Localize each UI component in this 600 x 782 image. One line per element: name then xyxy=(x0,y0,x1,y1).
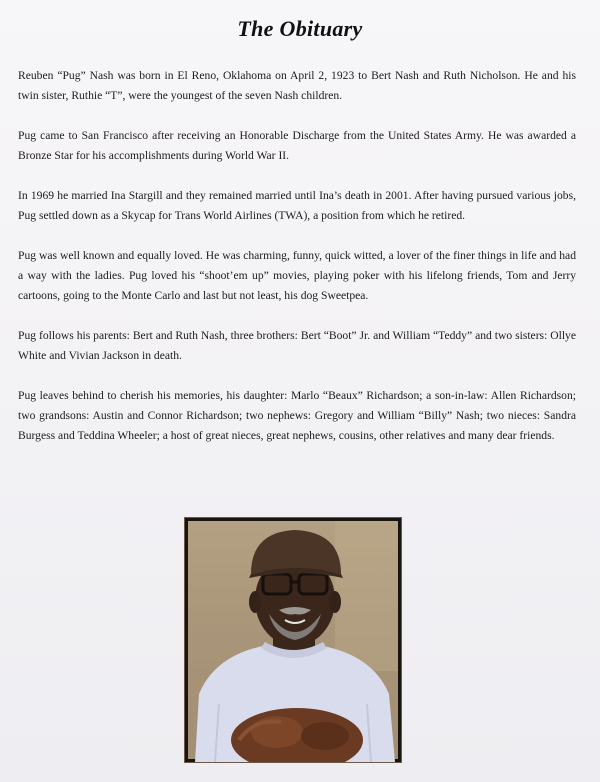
paragraph-personality: Pug was well known and equally loved. He was charming, funny, quick witted, a lover of the finer things in life and had a way with the ladies. Pug loved his “shoot’em up” movies, playing poker with his lifelong friends, Tom and Jerry cartoons, going to the Monte Carlo and last but not least, his dog Sweetpea. xyxy=(18,249,576,302)
portrait-photo xyxy=(185,518,401,762)
paragraph-marriage-career: In 1969 he married Ina Stargill and they remained married until Ina’s death in 2001. After having pursued various jobs, Pug settled down as a Skycap for Trans World Airlines (TWA), a position from which he retired. xyxy=(18,189,576,222)
paragraph-predeceased: Pug follows his parents: Bert and Ruth Nash, three brothers: Bert “Boot” Jr. and William “Teddy” and two sisters: Ollye White and Vivian Jackson in death. xyxy=(18,329,576,362)
portrait-illustration xyxy=(185,518,401,762)
paragraph-survivors: Pug leaves behind to cherish his memories, his daughter: Marlo “Beaux” Richardson; a son-in-law: Allen Richardson; two grandsons: Austin and Connor Richardson; two nephews: Gregory and William “Billy” Nash; two nieces: Sandra Burgess and Teddina Wheeler; a host of great nieces, great nephews, cousins, other relatives and many dear friends. xyxy=(18,389,576,442)
paragraph-military: Pug came to San Francisco after receiving an Honorable Discharge from the United States Army. He was awarded a Bronze Star for his accomplishments during World War II. xyxy=(18,129,576,162)
page-title: The Obituary xyxy=(237,16,363,41)
obituary-body xyxy=(18,66,576,466)
paragraph-birth: Reuben “Pug” Nash was born in El Reno, Oklahoma on April 2, 1923 to Bert Nash and Ruth Nicholson. He and his twin sister, Ruthie “T”, were the youngest of the seven Nash children. xyxy=(18,69,576,102)
